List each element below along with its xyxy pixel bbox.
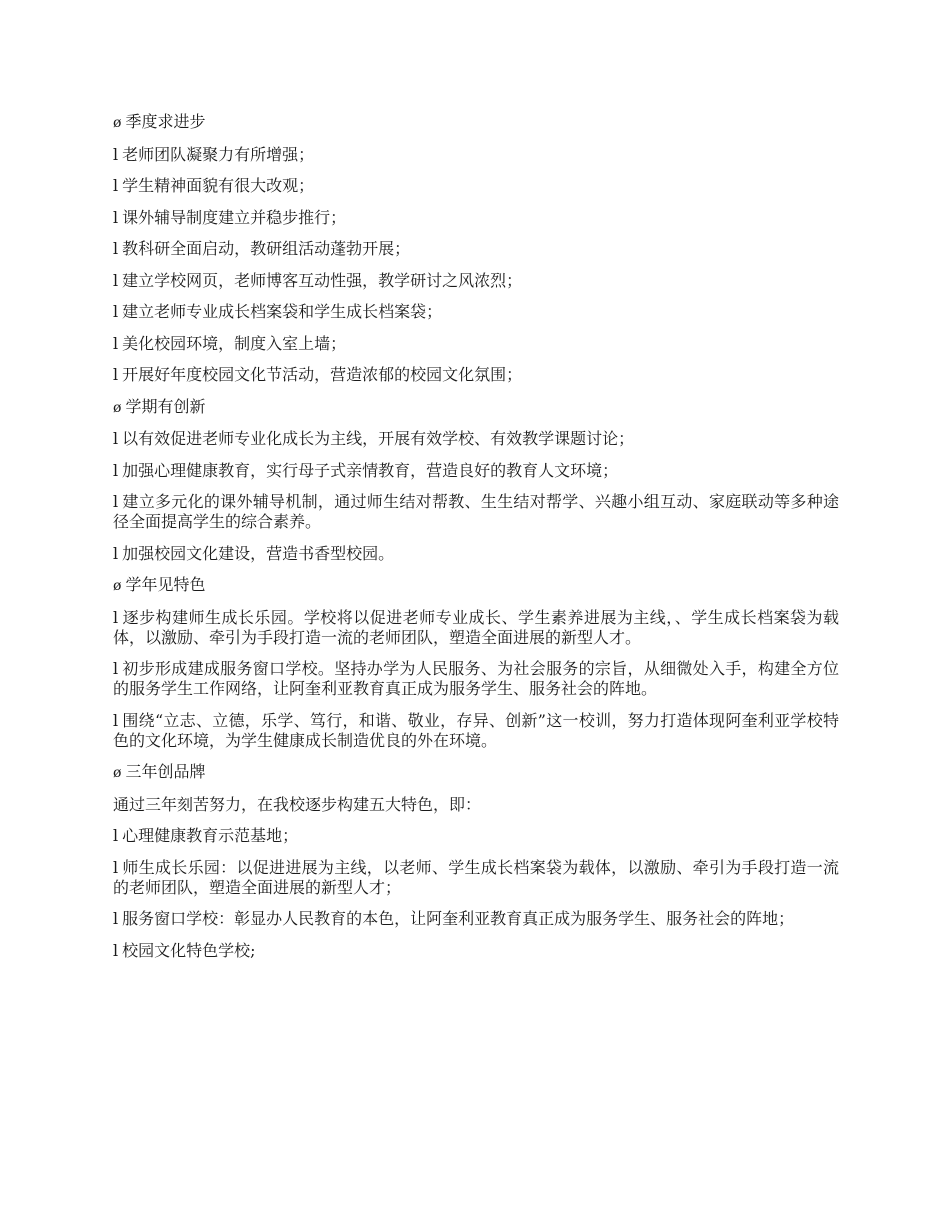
document-page xyxy=(113,112,839,972)
paragraph-text: 学期有创新 xyxy=(125,396,206,416)
paragraph-text: 教科研全面启动，教研组活动蓬勃开展； xyxy=(122,239,411,258)
bullet-item xyxy=(113,208,839,228)
bullet-item xyxy=(113,492,839,532)
bullet-item xyxy=(113,302,839,322)
bullet-item xyxy=(113,271,839,291)
paragraph xyxy=(113,795,839,815)
section-heading xyxy=(113,397,839,418)
section-heading xyxy=(113,112,839,133)
bullet-item xyxy=(113,941,839,961)
paragraph-text: 建立学校网页，老师博客互动性强，教学研讨之风浓烈； xyxy=(122,270,523,290)
paragraph-text: 课外辅导制度建立并稳步推行； xyxy=(122,207,347,227)
bullet-marker: l xyxy=(113,429,119,448)
bullet-marker: l xyxy=(113,940,119,960)
bullet-marker: l xyxy=(113,460,119,480)
paragraph-text: 开展好年度校园文化节活动，营造浓郁的校园文化氛围； xyxy=(122,365,523,384)
bullet-item xyxy=(113,711,839,751)
bullet-item xyxy=(113,461,839,481)
bullet-item xyxy=(113,239,839,259)
bullet-marker: l xyxy=(113,710,119,730)
bullet-marker: l xyxy=(113,333,119,353)
paragraph-text: 师生成长乐园：以促进进展为主线，以老师、学生成长档案袋为载体，以激励、牵引为手段打造一流的老师团队，塑造全面进展的新型人才； xyxy=(113,857,839,897)
paragraph-text: 通过三年刻苦努力，在我校逐步构建五大特色，即： xyxy=(113,794,482,814)
bullet-marker: l xyxy=(113,857,119,877)
paragraph-text: 服务窗口学校：彰显办人民教育的本色，让阿奎利亚教育真正成为服务学生、服务社会的阵地； xyxy=(122,909,795,928)
bullet-marker: l xyxy=(113,365,119,384)
bullet-marker: l xyxy=(113,826,119,845)
paragraph-text: 学生精神面貌有很大改观； xyxy=(122,176,315,195)
bullet-marker: l xyxy=(113,492,119,511)
bullet-marker: l xyxy=(113,144,119,164)
paragraph-text: 围绕“立志、立德，乐学、笃行，和谐、敬业，存异、创新”这一校训，努力打造体现阿奎利亚学校特色的文化环境，为学生健康成长制造优良的外在环境。 xyxy=(113,710,839,750)
bullet-item xyxy=(113,544,839,564)
bullet-marker: l xyxy=(113,909,119,928)
bullet-item xyxy=(113,334,839,354)
bullet-marker: l xyxy=(113,302,119,321)
bullet-item xyxy=(113,176,839,196)
bullet-item xyxy=(113,145,839,165)
bullet-marker: l xyxy=(113,270,119,290)
paragraph-text: 加强校园文化建设，营造书香型校园。 xyxy=(122,543,395,563)
paragraph-text: 学年见特色 xyxy=(125,575,206,594)
paragraph-text: 初步形成建成服务窗口学校。坚持办学为人民服务、为社会服务的宗旨，从细微处入手，构建全方位的服务学生工作网络，让阿奎利亚教育真正成为服务学生、服务社会的阵地。 xyxy=(113,659,839,698)
bullet-marker: l xyxy=(113,543,119,563)
paragraph-text: 校园文化特色学校; xyxy=(122,940,256,960)
bullet-item xyxy=(113,858,839,898)
paragraph-text: 加强心理健康教育，实行母子式亲情教育，营造良好的教育人文环境； xyxy=(122,460,619,480)
paragraph-text: 美化校园环境，制度入室上墙； xyxy=(122,333,347,353)
paragraph-text: 以有效促进老师专业化成长为主线，开展有效学校、有效教学课题讨论； xyxy=(122,429,635,448)
paragraph-text: 季度求进步 xyxy=(125,112,206,131)
bullet-item xyxy=(113,608,839,648)
paragraph-text: 建立多元化的课外辅导机制，通过师生结对帮教、生生结对帮学、兴趣小组互动、家庭联动等多种途径全面提高学生的综合素养。 xyxy=(113,492,839,531)
bullet-item xyxy=(113,659,839,699)
heading-marker: ø xyxy=(113,115,122,131)
bullet-item xyxy=(113,826,839,846)
bullet-marker: l xyxy=(113,659,119,678)
section-heading xyxy=(113,762,839,783)
heading-marker: ø xyxy=(113,765,122,781)
paragraph-text: 老师团队凝聚力有所增强； xyxy=(122,144,315,164)
bullet-marker: l xyxy=(113,207,119,227)
bullet-item xyxy=(113,365,839,385)
section-heading xyxy=(113,575,839,596)
bullet-marker: l xyxy=(113,176,119,195)
bullet-marker: l xyxy=(113,607,119,627)
bullet-item xyxy=(113,909,839,929)
heading-marker: ø xyxy=(113,578,122,594)
paragraph-text: 逐步构建师生成长乐园。学校将以促进老师专业成长、学生素养进展为主线，、学生成长档案袋为载体，以激励、牵引为手段打造一流的老师团队，塑造全面进展的新型人才。 xyxy=(113,607,839,647)
paragraph-text: 心理健康教育示范基地； xyxy=(122,826,299,845)
paragraph-text: 三年创品牌 xyxy=(125,762,206,781)
heading-marker: ø xyxy=(113,399,122,416)
bullet-item xyxy=(113,429,839,449)
bullet-marker: l xyxy=(113,239,119,258)
paragraph-text: 建立老师专业成长档案袋和学生成长档案袋； xyxy=(122,302,443,321)
